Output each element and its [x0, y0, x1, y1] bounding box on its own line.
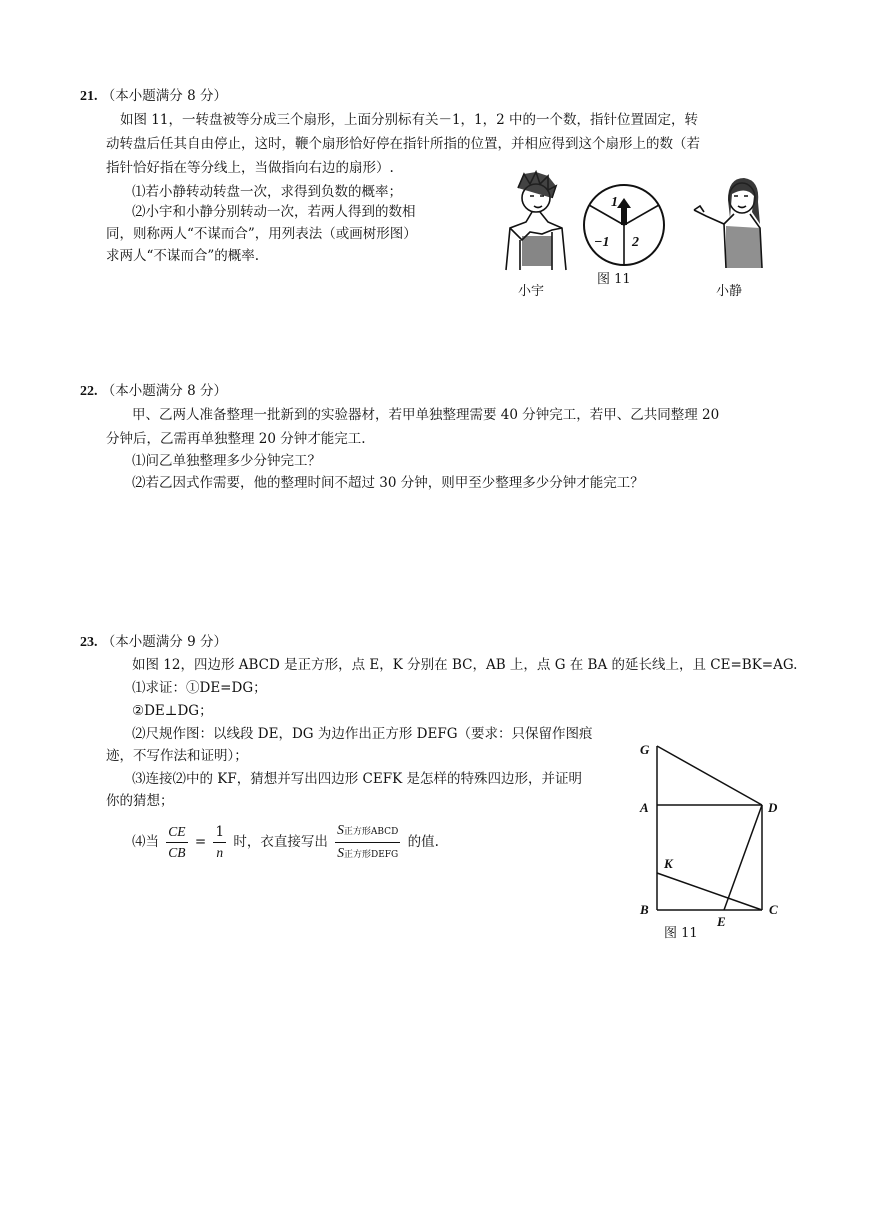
q23-score: （本小题满分 9 分）: [101, 634, 227, 650]
segment-de: [724, 805, 762, 910]
q21-part1: ⑴若小静转动转盘一次，求得到负数的概率；: [132, 184, 402, 200]
fig12-caption: 图 11: [664, 926, 698, 941]
boy-illustration: [496, 170, 576, 275]
spinner-value-left: −1: [594, 235, 610, 250]
q21-score: （本小题满分 8 分）: [101, 88, 227, 104]
point-label-d: D: [768, 800, 778, 815]
area-subscript: 正方形ABCD: [343, 827, 399, 837]
square-geometry-diagram: [632, 738, 792, 948]
q23-part1-b: ②DE⊥DG；: [132, 703, 213, 719]
point-label-b: B: [640, 902, 649, 917]
q23-header: [80, 632, 227, 653]
point-label-e: E: [717, 914, 726, 929]
fraction-denominator: [335, 843, 400, 865]
q23-part4: [132, 820, 439, 865]
q22-number: 22.: [80, 384, 98, 399]
area-symbol: S: [337, 822, 344, 837]
q21-header: [80, 86, 227, 107]
fraction-area-ratio: [335, 820, 400, 865]
q21-stem-line3: 指针恰好指在等分线上，当做指向右边的扇形）.: [106, 160, 394, 176]
segment-gd: [657, 746, 762, 805]
q23-part4-mid: 时，衣直接写出: [233, 834, 328, 850]
point-label-g: G: [640, 742, 650, 757]
q21-stem-line1: 如图 11，一转盘被等分成三个扇形，上面分别标有关－1，1，2 中的一个数，指针位置固定，转: [120, 112, 699, 128]
girl-illustration: [690, 172, 770, 272]
spinner-value-right: 2: [632, 235, 639, 250]
fraction-one-over-n: [213, 822, 226, 863]
q23-part4-prefix: ⑷当: [132, 834, 159, 850]
fraction-numerator: [335, 820, 400, 843]
fraction-numerator: CE: [166, 822, 187, 843]
q21-number: 21.: [80, 89, 98, 104]
segment-kc: [657, 873, 762, 910]
q23-stem-line1: 如图 12，四边形 ABCD 是正方形，点 E，K 分别在 BC，AB 上，点 G 在 BA 的延长线上，且 CE=BK=AG.: [132, 657, 798, 673]
q23-part4-suffix: 的值.: [407, 834, 439, 850]
q21-part2-line3: 求两人“不谋而合”的概率.: [106, 248, 260, 264]
spinner-value-top: 1: [611, 195, 618, 210]
spinner-diagram: [582, 180, 672, 270]
q23-part3-line1: ⑶连接⑵中的 KF，猜想并写出四边形 CEFK 是怎样的特殊四边形，并证明: [132, 771, 582, 787]
q23-part3-line2: 你的猜想；: [106, 793, 174, 809]
fraction-numerator: 1: [213, 822, 226, 843]
q23-part1-a: ⑴求证：①DE=DG；: [132, 680, 267, 696]
q22-stem-line2: 分钟后，乙需再单独整理 20 分钟才能完工.: [106, 431, 366, 447]
boy-label: 小宇: [518, 284, 545, 299]
fig11-caption: 图 11: [597, 272, 631, 287]
q22-part2: ⑵若乙因式作需要，他的整理时间不超过 30 分钟，则甲至少整理多少分钟才能完工？: [132, 475, 644, 491]
equals-sign: =: [194, 834, 207, 850]
girl-label: 小静: [716, 284, 743, 299]
q23-part2-line2: 迹，不写作法和证明）；: [106, 748, 248, 764]
fraction-denominator: CB: [168, 845, 186, 860]
fraction-ce-over-cb: [166, 822, 187, 863]
q21-part2-line2: 同，则称两人“不谋而合”，用列表法（或画树形图）: [106, 226, 417, 242]
point-label-a: A: [640, 800, 649, 815]
fraction-denominator: n: [216, 845, 224, 860]
q23-part2-line1: ⑵尺规作图：以线段 DE，DG 为边作出正方形 DEFG（要求：只保留作图痕: [132, 726, 593, 742]
q22-score: （本小题满分 8 分）: [101, 383, 227, 399]
q22-stem-line1: 甲、乙两人准备整理一批新到的实验器材，若甲单独整理需要 40 分钟完工，若甲、乙共同整理 20: [132, 407, 720, 423]
point-label-k: K: [664, 856, 673, 871]
q22-header: [80, 381, 227, 402]
area-symbol: S: [337, 845, 344, 860]
q21-stem-line2: 动转盘后任其自由停止，这时，鞭个扇形恰好停在指针所指的位置，并相应得到这个扇形上的数（若: [106, 136, 700, 152]
area-subscript: 正方形DEFG: [343, 850, 399, 860]
q21-part2-line1: ⑵小宇和小静分别转动一次，若两人得到的数相: [132, 204, 416, 220]
q22-part1: ⑴问乙单独整理多少分钟完工？: [132, 453, 321, 469]
q23-number: 23.: [80, 635, 98, 650]
point-label-c: C: [769, 902, 778, 917]
